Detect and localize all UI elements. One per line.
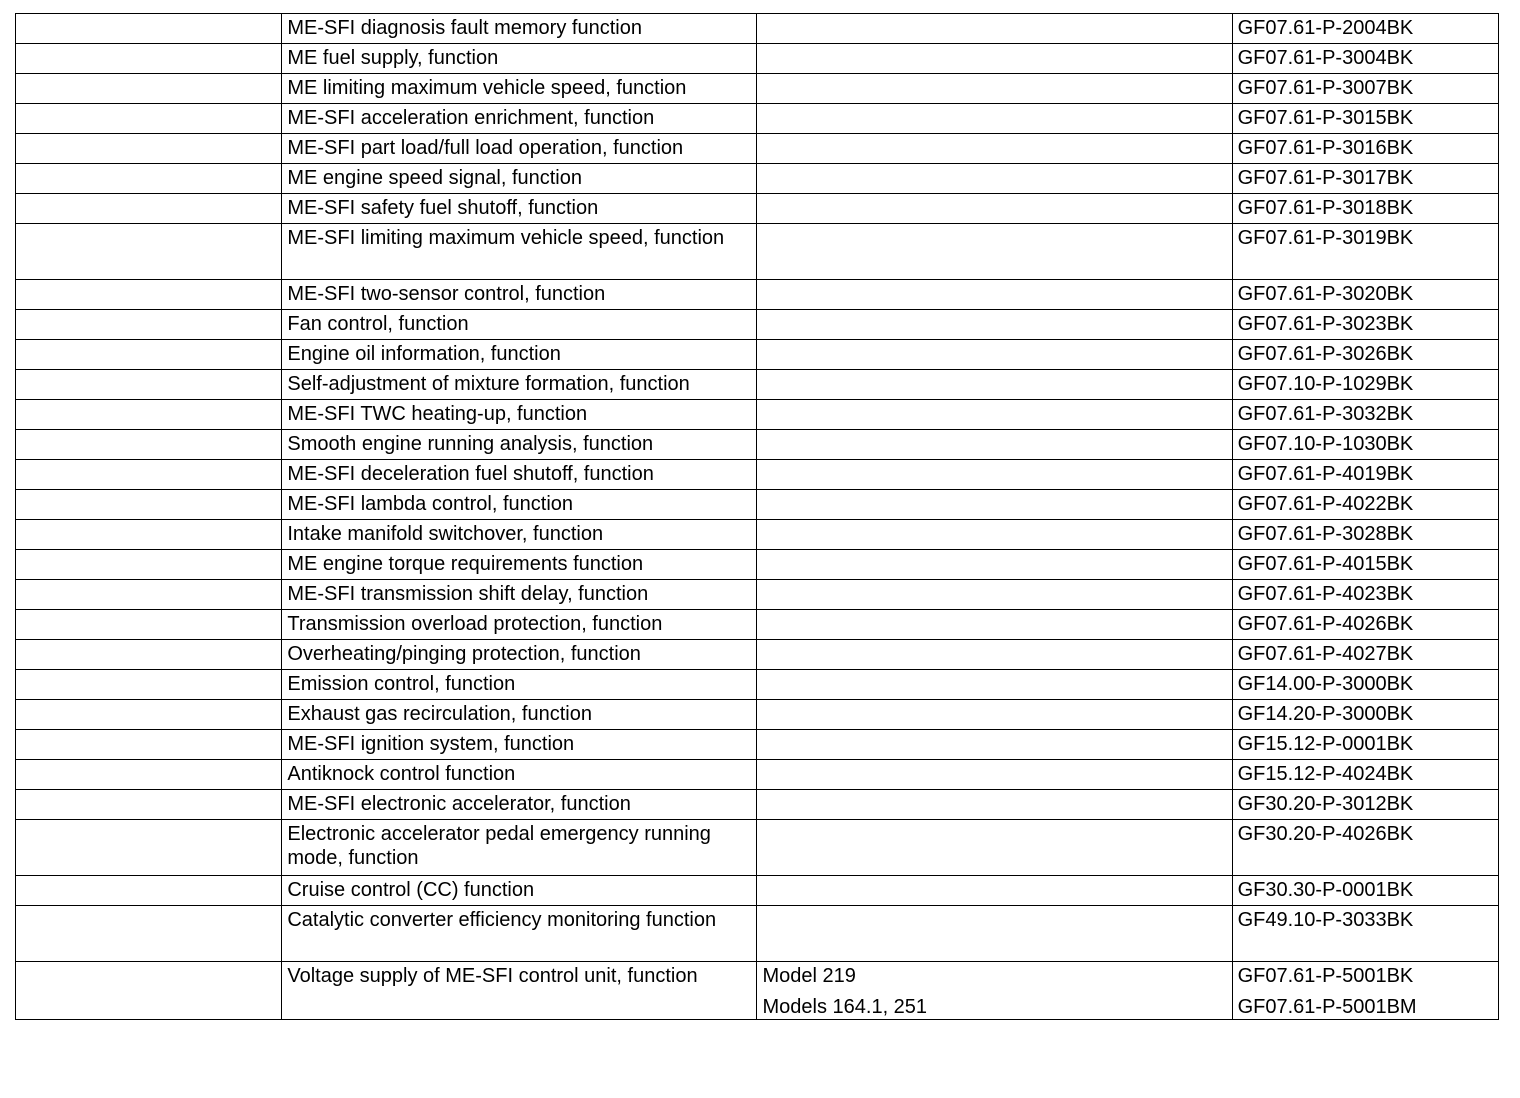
function-cell: Smooth engine running analysis, function	[282, 430, 757, 460]
model-label: Models 164.1, 251	[762, 996, 928, 1018]
blank-cell	[16, 224, 282, 280]
document-number-cell	[1232, 580, 1498, 610]
document-number: GF07.61-P-3028BK	[1237, 523, 1414, 545]
document-number-cell	[1232, 164, 1498, 194]
table-row	[16, 490, 1499, 520]
function-cell: Catalytic converter efficiency monitoring function	[282, 906, 757, 962]
document-number-cell	[1232, 730, 1498, 760]
table-row	[16, 14, 1499, 44]
model-cell	[757, 224, 1232, 280]
table-row	[16, 104, 1499, 134]
table-row	[16, 194, 1499, 224]
document-number-cell	[1232, 224, 1498, 280]
document-number: GF07.61-P-4019BK	[1237, 463, 1414, 485]
blank-cell	[16, 962, 282, 1020]
table-row	[16, 340, 1499, 370]
model-cell	[757, 580, 1232, 610]
model-cell	[757, 820, 1232, 876]
model-cell	[757, 670, 1232, 700]
model-cell	[757, 74, 1232, 104]
function-cell: Electronic accelerator pedal emergency running mode, function	[282, 820, 757, 876]
table-row	[16, 820, 1499, 876]
document-number: GF07.61-P-3018BK	[1237, 197, 1414, 219]
blank-cell	[16, 730, 282, 760]
document-number-cell	[1232, 670, 1498, 700]
table-row	[16, 730, 1499, 760]
document-number: GF49.10-P-3033BK	[1237, 909, 1414, 931]
function-cell: ME fuel supply, function	[282, 44, 757, 74]
table-row	[16, 430, 1499, 460]
table-row	[16, 640, 1499, 670]
document-number: GF07.10-P-1030BK	[1237, 433, 1414, 455]
document-number: GF15.12-P-0001BK	[1237, 733, 1414, 755]
document-number: GF07.61-P-3017BK	[1237, 167, 1414, 189]
document-number: GF07.61-P-5001BM	[1237, 996, 1417, 1018]
function-cell: Cruise control (CC) function	[282, 876, 757, 906]
model-cell	[757, 962, 1232, 1020]
function-cell: ME limiting maximum vehicle speed, function	[282, 74, 757, 104]
table-row	[16, 460, 1499, 490]
function-cell: ME-SFI TWC heating-up, function	[282, 400, 757, 430]
model-cell	[757, 520, 1232, 550]
blank-cell	[16, 700, 282, 730]
blank-cell	[16, 760, 282, 790]
document-number-cell	[1232, 550, 1498, 580]
document-number-cell	[1232, 134, 1498, 164]
function-cell: Antiknock control function	[282, 760, 757, 790]
function-cell: Self-adjustment of mixture formation, function	[282, 370, 757, 400]
document-number-cell	[1232, 280, 1498, 310]
document-number-cell	[1232, 430, 1498, 460]
model-cell	[757, 194, 1232, 224]
blank-cell	[16, 640, 282, 670]
blank-cell	[16, 310, 282, 340]
document-number: GF30.20-P-3012BK	[1237, 793, 1414, 815]
document-number: GF07.10-P-1029BK	[1237, 373, 1414, 395]
model-cell	[757, 906, 1232, 962]
table-row	[16, 164, 1499, 194]
table-row	[16, 790, 1499, 820]
function-cell: ME-SFI electronic accelerator, function	[282, 790, 757, 820]
blank-cell	[16, 14, 282, 44]
document-number: GF07.61-P-4026BK	[1237, 613, 1414, 635]
table-row	[16, 370, 1499, 400]
function-cell: ME-SFI limiting maximum vehicle speed, function	[282, 224, 757, 280]
function-cell: ME-SFI deceleration fuel shutoff, function	[282, 460, 757, 490]
table-row	[16, 760, 1499, 790]
document-number-cell	[1232, 962, 1498, 1020]
table-row	[16, 876, 1499, 906]
table-body	[16, 14, 1499, 1020]
document-number-cell	[1232, 610, 1498, 640]
blank-cell	[16, 820, 282, 876]
document-number-cell	[1232, 310, 1498, 340]
blank-cell	[16, 44, 282, 74]
document-number-cell	[1232, 14, 1498, 44]
model-cell	[757, 340, 1232, 370]
model-cell	[757, 760, 1232, 790]
document-number: GF30.30-P-0001BK	[1237, 879, 1414, 901]
table-row	[16, 520, 1499, 550]
document-number-cell	[1232, 74, 1498, 104]
document-number: GF07.61-P-3007BK	[1237, 77, 1414, 99]
document-number-cell	[1232, 906, 1498, 962]
model-cell	[757, 280, 1232, 310]
model-cell	[757, 700, 1232, 730]
document-number: GF07.61-P-3032BK	[1237, 403, 1414, 425]
blank-cell	[16, 550, 282, 580]
blank-cell	[16, 134, 282, 164]
document-number-cell	[1232, 194, 1498, 224]
model-cell	[757, 164, 1232, 194]
model-cell	[757, 370, 1232, 400]
blank-cell	[16, 340, 282, 370]
table-row	[16, 134, 1499, 164]
function-cell: ME-SFI transmission shift delay, function	[282, 580, 757, 610]
document-number: GF30.20-P-4026BK	[1237, 823, 1414, 845]
document-number-cell	[1232, 400, 1498, 430]
document-number: GF14.00-P-3000BK	[1237, 673, 1414, 695]
document-number-cell	[1232, 370, 1498, 400]
blank-cell	[16, 580, 282, 610]
function-cell: Exhaust gas recirculation, function	[282, 700, 757, 730]
table-row	[16, 962, 1499, 1020]
table-row	[16, 74, 1499, 104]
blank-cell	[16, 460, 282, 490]
model-cell	[757, 134, 1232, 164]
function-cell: Fan control, function	[282, 310, 757, 340]
table-row	[16, 906, 1499, 962]
function-cell: Emission control, function	[282, 670, 757, 700]
document-number: GF07.61-P-3026BK	[1237, 343, 1414, 365]
document-number: GF07.61-P-3004BK	[1237, 47, 1414, 69]
blank-cell	[16, 430, 282, 460]
model-cell	[757, 790, 1232, 820]
table-row	[16, 400, 1499, 430]
document-number-cell	[1232, 876, 1498, 906]
model-cell	[757, 640, 1232, 670]
document-number: GF07.61-P-2004BK	[1237, 17, 1414, 39]
function-cell: Engine oil information, function	[282, 340, 757, 370]
document-number: GF14.20-P-3000BK	[1237, 703, 1414, 725]
function-cell: Intake manifold switchover, function	[282, 520, 757, 550]
document-number-cell	[1232, 520, 1498, 550]
blank-cell	[16, 610, 282, 640]
document-number-cell	[1232, 44, 1498, 74]
model-label: Model 219	[762, 965, 856, 987]
table-row	[16, 280, 1499, 310]
model-cell	[757, 460, 1232, 490]
document-number-cell	[1232, 700, 1498, 730]
function-cell: ME-SFI acceleration enrichment, function	[282, 104, 757, 134]
document-number-cell	[1232, 640, 1498, 670]
blank-cell	[16, 670, 282, 700]
model-cell	[757, 310, 1232, 340]
model-cell	[757, 550, 1232, 580]
document-number: GF07.61-P-3016BK	[1237, 137, 1414, 159]
function-cell: ME-SFI ignition system, function	[282, 730, 757, 760]
model-cell	[757, 400, 1232, 430]
document-number-cell	[1232, 760, 1498, 790]
document-number: GF07.61-P-3020BK	[1237, 283, 1414, 305]
document-number: GF07.61-P-3015BK	[1237, 107, 1414, 129]
model-cell	[757, 44, 1232, 74]
function-cell: ME-SFI lambda control, function	[282, 490, 757, 520]
document-number: GF07.61-P-4015BK	[1237, 553, 1414, 575]
model-cell	[757, 610, 1232, 640]
table-row	[16, 224, 1499, 280]
document-number: GF15.12-P-4024BK	[1237, 763, 1414, 785]
blank-cell	[16, 74, 282, 104]
function-cell: ME-SFI two-sensor control, function	[282, 280, 757, 310]
table-row	[16, 310, 1499, 340]
document-number-cell	[1232, 104, 1498, 134]
table-row	[16, 670, 1499, 700]
blank-cell	[16, 164, 282, 194]
model-cell	[757, 730, 1232, 760]
document-number: GF07.61-P-4022BK	[1237, 493, 1414, 515]
document-number: GF07.61-P-4027BK	[1237, 643, 1414, 665]
table-row	[16, 550, 1499, 580]
model-cell	[757, 876, 1232, 906]
document-number-cell	[1232, 790, 1498, 820]
document-number-cell	[1232, 340, 1498, 370]
document-number: GF07.61-P-3023BK	[1237, 313, 1414, 335]
document-number-cell	[1232, 490, 1498, 520]
blank-cell	[16, 280, 282, 310]
function-cell: ME-SFI part load/full load operation, function	[282, 134, 757, 164]
function-cell: ME engine torque requirements function	[282, 550, 757, 580]
blank-cell	[16, 104, 282, 134]
blank-cell	[16, 490, 282, 520]
function-cell: Transmission overload protection, function	[282, 610, 757, 640]
blank-cell	[16, 790, 282, 820]
blank-cell	[16, 520, 282, 550]
document-number: GF07.61-P-4023BK	[1237, 583, 1414, 605]
model-cell	[757, 490, 1232, 520]
blank-cell	[16, 194, 282, 224]
function-cell: ME-SFI diagnosis fault memory function	[282, 14, 757, 44]
function-cell: ME-SFI safety fuel shutoff, function	[282, 194, 757, 224]
table-row	[16, 700, 1499, 730]
function-reference-table	[15, 13, 1499, 1020]
document-number: GF07.61-P-5001BK	[1237, 965, 1414, 987]
function-cell: Voltage supply of ME-SFI control unit, function	[282, 962, 757, 1020]
model-cell	[757, 430, 1232, 460]
table-row	[16, 580, 1499, 610]
function-cell: Overheating/pinging protection, function	[282, 640, 757, 670]
document-number: GF07.61-P-3019BK	[1237, 227, 1414, 249]
blank-cell	[16, 906, 282, 962]
blank-cell	[16, 876, 282, 906]
table-row	[16, 610, 1499, 640]
model-cell	[757, 104, 1232, 134]
blank-cell	[16, 400, 282, 430]
document-number-cell	[1232, 460, 1498, 490]
function-cell: ME engine speed signal, function	[282, 164, 757, 194]
table-row	[16, 44, 1499, 74]
document-number-cell	[1232, 820, 1498, 876]
model-cell	[757, 14, 1232, 44]
blank-cell	[16, 370, 282, 400]
